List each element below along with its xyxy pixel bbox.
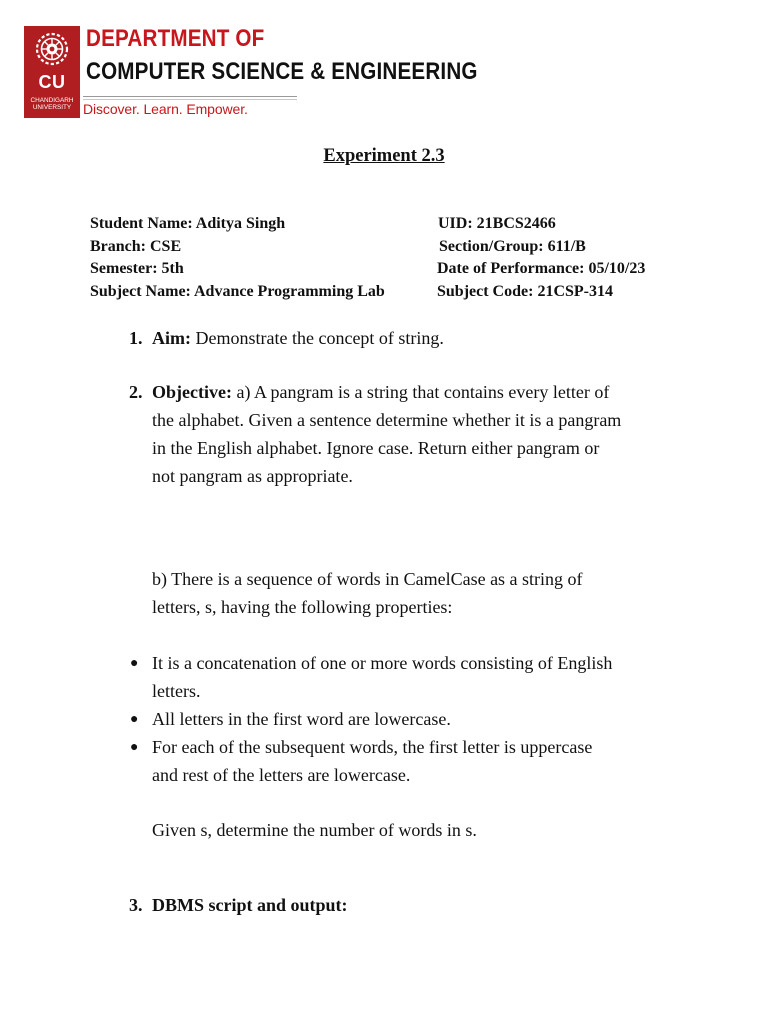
objective-line: not pangram as appropriate. — [152, 466, 353, 486]
objective-label: Objective: — [152, 382, 232, 402]
bullet-icon: ● — [130, 656, 139, 671]
aim-text: Demonstrate the concept of string. — [195, 328, 444, 348]
bullet-item — [152, 733, 592, 789]
semester: Semester: 5th — [90, 260, 184, 277]
bullet-item-line: It is a concatenation of one or more words consisting of English — [152, 653, 613, 673]
objective-b-line: b) There is a sequence of words in CamelCase as a string of — [152, 569, 583, 589]
objective-paragraph-a — [152, 378, 621, 490]
department-heading-line-2: COMPUTER SCIENCE & ENGINEERING — [86, 58, 478, 85]
header-divider-secondary — [83, 99, 297, 100]
student-uid: UID: 21BCS2466 — [438, 215, 556, 232]
branch: Branch: CSE — [90, 238, 182, 255]
script-number: 3. — [129, 895, 143, 915]
script-heading: DBMS script and output: — [152, 895, 348, 915]
objective-line: a) A pangram is a string that contains every letter of — [236, 382, 610, 402]
objective-number: 2. — [129, 382, 143, 402]
bullet-item-line: letters. — [152, 681, 201, 701]
date-of-performance: Date of Performance: 05/10/23 — [437, 260, 646, 277]
subject-name: Subject Name: Advance Programming Lab — [90, 283, 385, 300]
objective-b-line: letters, s, having the following properties: — [152, 597, 453, 617]
objective-closing: Given s, determine the number of words in s. — [152, 820, 477, 840]
bullet-icon: ● — [130, 740, 139, 755]
bullet-icon: ● — [130, 712, 139, 727]
bullet-item-line: All letters in the first word are lowercase. — [152, 709, 451, 729]
objective-line: in the English alphabet. Ignore case. Return either pangram or — [152, 438, 600, 458]
objective-paragraph-b — [152, 565, 583, 621]
tagline: Discover. Learn. Empower. — [83, 101, 248, 117]
section-group: Section/Group: 611/B — [439, 238, 586, 255]
student-name: Student Name: Aditya Singh — [90, 215, 286, 232]
logo-univ-line-1: CHANDIGARH — [30, 97, 74, 104]
bullet-item — [152, 649, 612, 705]
department-heading-line-1: DEPARTMENT OF — [86, 25, 265, 52]
logo-university-name — [24, 97, 80, 112]
bullet-item-line: For each of the subsequent words, the first letter is uppercase — [152, 737, 593, 757]
objective-line: the alphabet. Given a sentence determine whether it is a pangram — [152, 410, 622, 430]
aim-label: Aim: — [152, 328, 191, 348]
aim-number: 1. — [129, 328, 143, 348]
experiment-title: Experiment 2.3 — [323, 146, 445, 166]
header-divider — [83, 96, 297, 97]
bullet-item — [152, 705, 451, 733]
aim-section — [152, 324, 444, 352]
subject-code: Subject Code: 21CSP-314 — [437, 283, 613, 300]
logo-initials: CU — [38, 72, 66, 92]
logo-univ-line-2: UNIVERSITY — [32, 104, 72, 112]
bullet-item-line: and rest of the letters are lowercase. — [152, 765, 411, 785]
